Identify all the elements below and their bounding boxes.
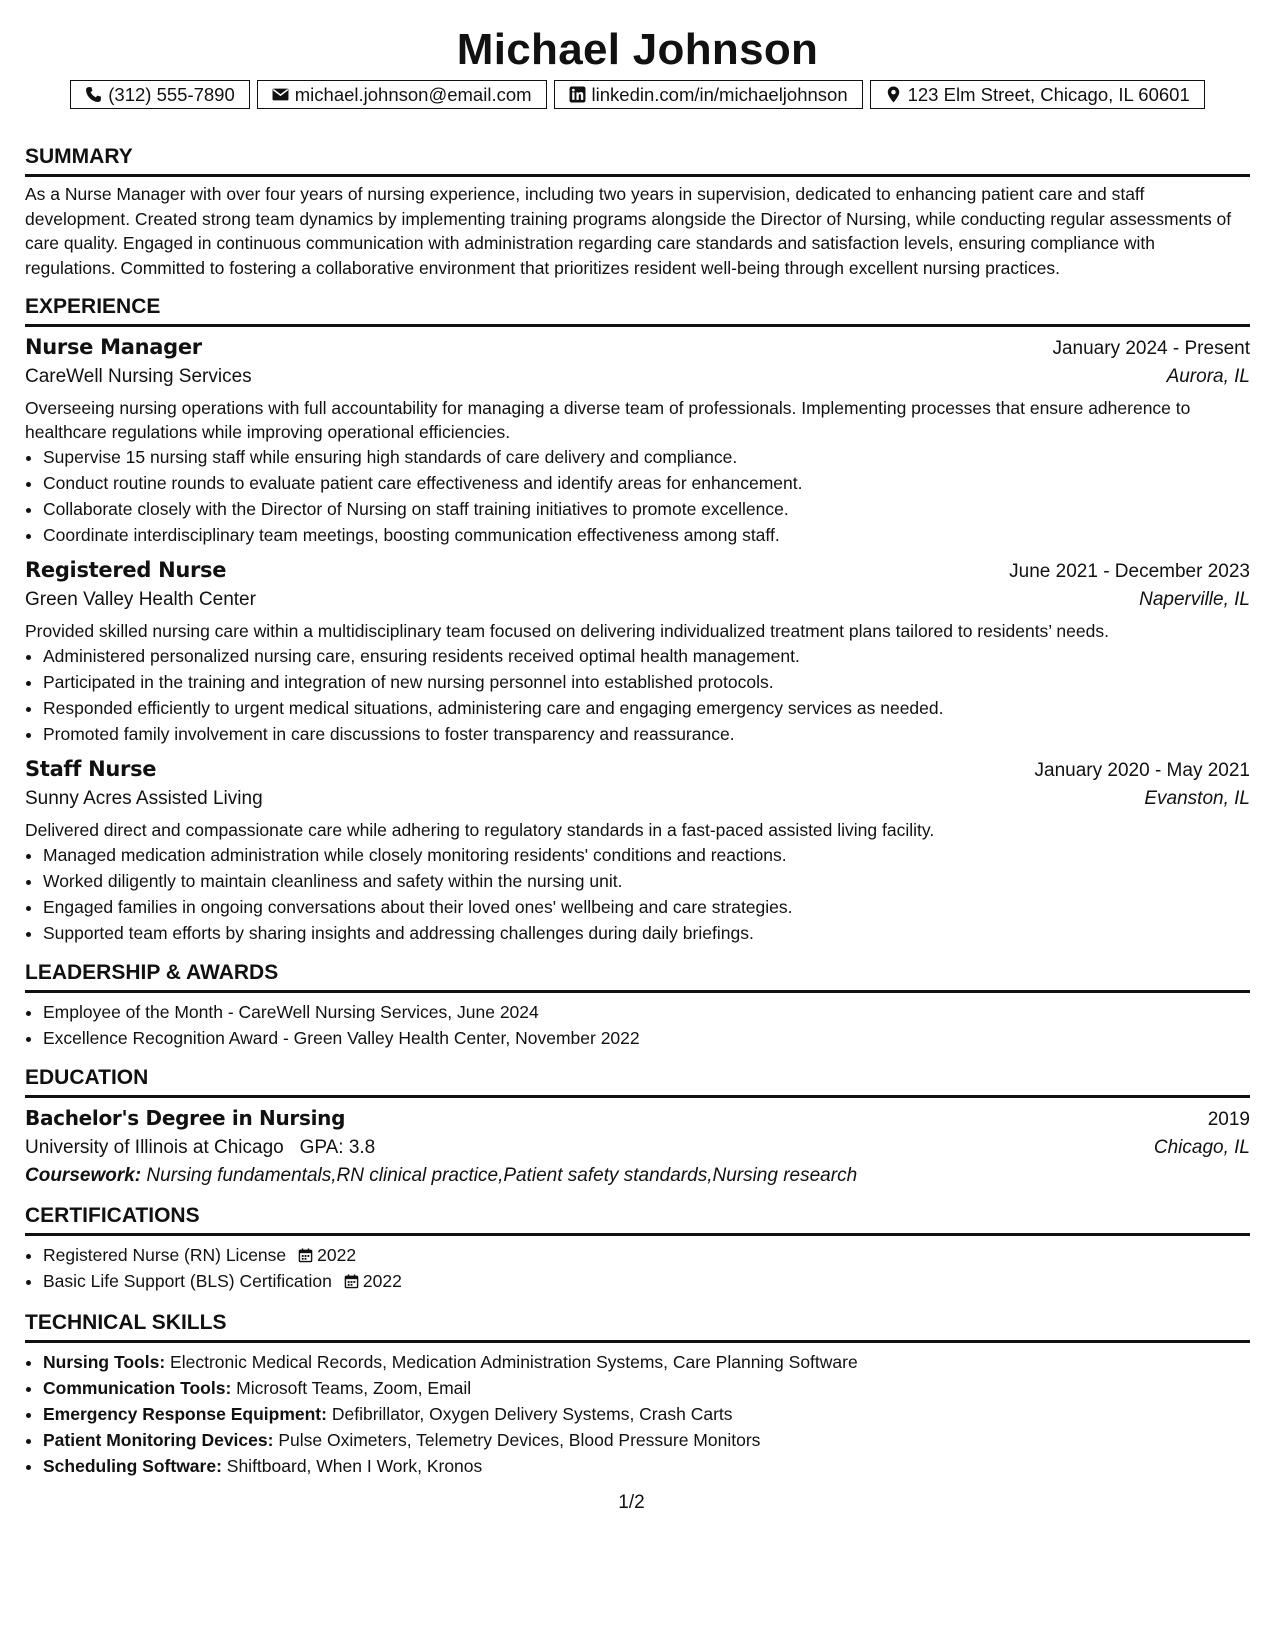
- gpa: GPA: 3.8: [299, 1137, 376, 1158]
- skill-label: Nursing Tools:: [43, 1352, 166, 1372]
- linkedin-icon: [569, 86, 586, 103]
- list-item: • Worked diligently to maintain cleanliness and safety within the nursing unit.: [43, 868, 1250, 894]
- list-item: [43, 1375, 1250, 1401]
- skill-value: Pulse Oximeters, Telemetry Devices, Blood Pressure Monitors: [278, 1430, 761, 1450]
- coursework-label: Coursework:: [25, 1165, 142, 1186]
- job-entry: [25, 558, 1250, 747]
- degree-title: Bachelor's Degree in Nursing: [25, 1106, 346, 1130]
- skill-label: Emergency Response Equipment:: [43, 1404, 327, 1424]
- skill-value: Shiftboard, When I Work, Kronos: [226, 1456, 483, 1476]
- summary-text: As a Nurse Manager with over four years of nursing experience, including two years in supervision, dedicated to enhancing patient care and staff development. Created strong team dynamics by implementing training programs alongside the Director of Nursing, while conducting regular assessments of care quality. Engaged in continuous communication with administration regarding care standards and satisfaction levels, ensuring compliance with regulations. Committed to fostering a collaborative environment that prioritizes resident well-being through excellent nursing practices.: [25, 184, 1232, 278]
- contact-linkedin[interactable]: [554, 80, 863, 109]
- certifications-list: [25, 1242, 1250, 1294]
- list-item: • Conduct routine rounds to evaluate patient care effectiveness and identify areas for enhancement.: [43, 470, 1250, 496]
- job-location: Aurora, IL: [1166, 366, 1250, 387]
- list-item: • Participated in the training and integration of new nursing personnel into established protocols.: [43, 669, 1250, 695]
- job-dates: June 2021 - December 2023: [1009, 561, 1250, 582]
- list-item: • Supervise 15 nursing staff while ensuring high standards of care delivery and compliance.: [43, 444, 1250, 470]
- job-company: Sunny Acres Assisted Living: [25, 788, 263, 809]
- map-pin-icon: [885, 86, 902, 103]
- certification-year: 2022: [317, 1245, 357, 1265]
- contact-email-text: michael.johnson@email.com: [294, 83, 532, 105]
- list-item: [43, 1349, 1250, 1375]
- coursework-text: Nursing fundamentals,RN clinical practice,Patient safety standards,Nursing research: [146, 1165, 858, 1186]
- list-item: [43, 1427, 1250, 1453]
- job-entry: [25, 335, 1250, 548]
- skill-label: Scheduling Software:: [43, 1456, 222, 1476]
- graduation-year: 2019: [1207, 1109, 1250, 1130]
- education-heading: EDUCATION: [25, 1065, 1250, 1098]
- job-title: Registered Nurse: [25, 558, 227, 582]
- resume-page: [25, 0, 1250, 1513]
- list-item: [43, 1401, 1250, 1427]
- candidate-name: Michael Johnson: [456, 25, 819, 74]
- list-item: • Employee of the Month - CareWell Nursing Services, June 2024: [43, 999, 1250, 1025]
- job-bullets: [25, 643, 1250, 747]
- certifications-heading: CERTIFICATIONS: [25, 1203, 1250, 1236]
- leadership-heading: LEADERSHIP & AWARDS: [25, 960, 1250, 993]
- phone-icon: [85, 86, 102, 103]
- skill-value: Microsoft Teams, Zoom, Email: [236, 1378, 472, 1398]
- list-item: • Managed medication administration while closely monitoring residents' conditions and reactions.: [43, 842, 1250, 868]
- contact-email[interactable]: [257, 80, 547, 109]
- contact-phone-text: (312) 555-7890: [108, 83, 235, 105]
- job-company: CareWell Nursing Services: [25, 366, 252, 387]
- skill-value: Electronic Medical Records, Medication Administration Systems, Care Planning Software: [170, 1352, 858, 1372]
- school-name: University of Illinois at Chicago: [25, 1137, 284, 1158]
- skill-value: Defibrillator, Oxygen Delivery Systems, Crash Carts: [331, 1404, 733, 1424]
- summary-heading: SUMMARY: [25, 144, 1250, 177]
- job-description: Delivered direct and compassionate care while adhering to regulatory standards in a fast-paced assisted living facility.: [25, 820, 935, 840]
- job-description: Overseeing nursing operations with full accountability for managing a diverse team of professionals. Implementing processes that ensure adherence to healthcare regulations while improving operational efficiencies.: [25, 398, 1191, 442]
- certification-name: Basic Life Support (BLS) Certification: [43, 1271, 332, 1291]
- list-item: • Promoted family involvement in care discussions to foster transparency and reassurance.: [43, 721, 1250, 747]
- job-bullets: [25, 842, 1250, 946]
- list-item: • Engaged families in ongoing conversations about their loved ones' wellbeing and care strategies.: [43, 894, 1250, 920]
- list-item: • Administered personalized nursing care, ensuring residents received optimal health management.: [43, 643, 1250, 669]
- certification-name: Registered Nurse (RN) License: [43, 1245, 287, 1265]
- contact-address[interactable]: [870, 80, 1205, 109]
- page-number: 1/2: [618, 1492, 645, 1513]
- job-title: Staff Nurse: [25, 757, 157, 781]
- job-dates: January 2020 - May 2021: [1034, 760, 1250, 781]
- education-entry: [25, 1106, 1250, 1187]
- coursework: [25, 1165, 1250, 1187]
- list-item: • Excellence Recognition Award - Green Valley Health Center, November 2022: [43, 1025, 1250, 1051]
- job-entry: [25, 757, 1250, 946]
- list-item: [43, 1453, 1250, 1479]
- list-item: [43, 1242, 1250, 1268]
- contact-bar: [25, 80, 1250, 109]
- job-title: Nurse Manager: [25, 335, 202, 359]
- job-company: Green Valley Health Center: [25, 589, 256, 610]
- skill-label: Patient Monitoring Devices:: [43, 1430, 274, 1450]
- contact-linkedin-text: linkedin.com/in/michaeljohnson: [591, 83, 848, 105]
- contact-address-text: 123 Elm Street, Chicago, IL 60601: [907, 83, 1190, 105]
- contact-phone[interactable]: [70, 80, 250, 109]
- job-dates: January 2024 - Present: [1052, 338, 1250, 359]
- leadership-list: [25, 999, 1250, 1051]
- list-item: [43, 1268, 1250, 1294]
- list-item: • Responded efficiently to urgent medical situations, administering care and engaging emergency services as needed.: [43, 695, 1250, 721]
- certification-year: 2022: [362, 1271, 402, 1291]
- job-location: Naperville, IL: [1139, 589, 1250, 610]
- list-item: • Coordinate interdisciplinary team meetings, boosting communication effectiveness among staff.: [43, 522, 1250, 548]
- job-location: Evanston, IL: [1144, 788, 1250, 809]
- school-location: Chicago, IL: [1153, 1137, 1250, 1158]
- envelope-icon: [272, 86, 289, 103]
- list-item: • Supported team efforts by sharing insights and addressing challenges during daily briefings.: [43, 920, 1250, 946]
- job-description: Provided skilled nursing care within a multidisciplinary team focused on delivering individualized treatment plans tailored to residents’ needs.: [25, 621, 1109, 641]
- calendar-icon: [298, 1248, 313, 1263]
- job-bullets: [25, 444, 1250, 548]
- experience-heading: EXPERIENCE: [25, 294, 1250, 327]
- calendar-icon: [344, 1274, 359, 1289]
- skills-heading: TECHNICAL SKILLS: [25, 1310, 1250, 1343]
- skill-label: Communication Tools:: [43, 1378, 232, 1398]
- skills-list: [25, 1349, 1250, 1479]
- list-item: • Collaborate closely with the Director of Nursing on staff training initiatives to promote excellence.: [43, 496, 1250, 522]
